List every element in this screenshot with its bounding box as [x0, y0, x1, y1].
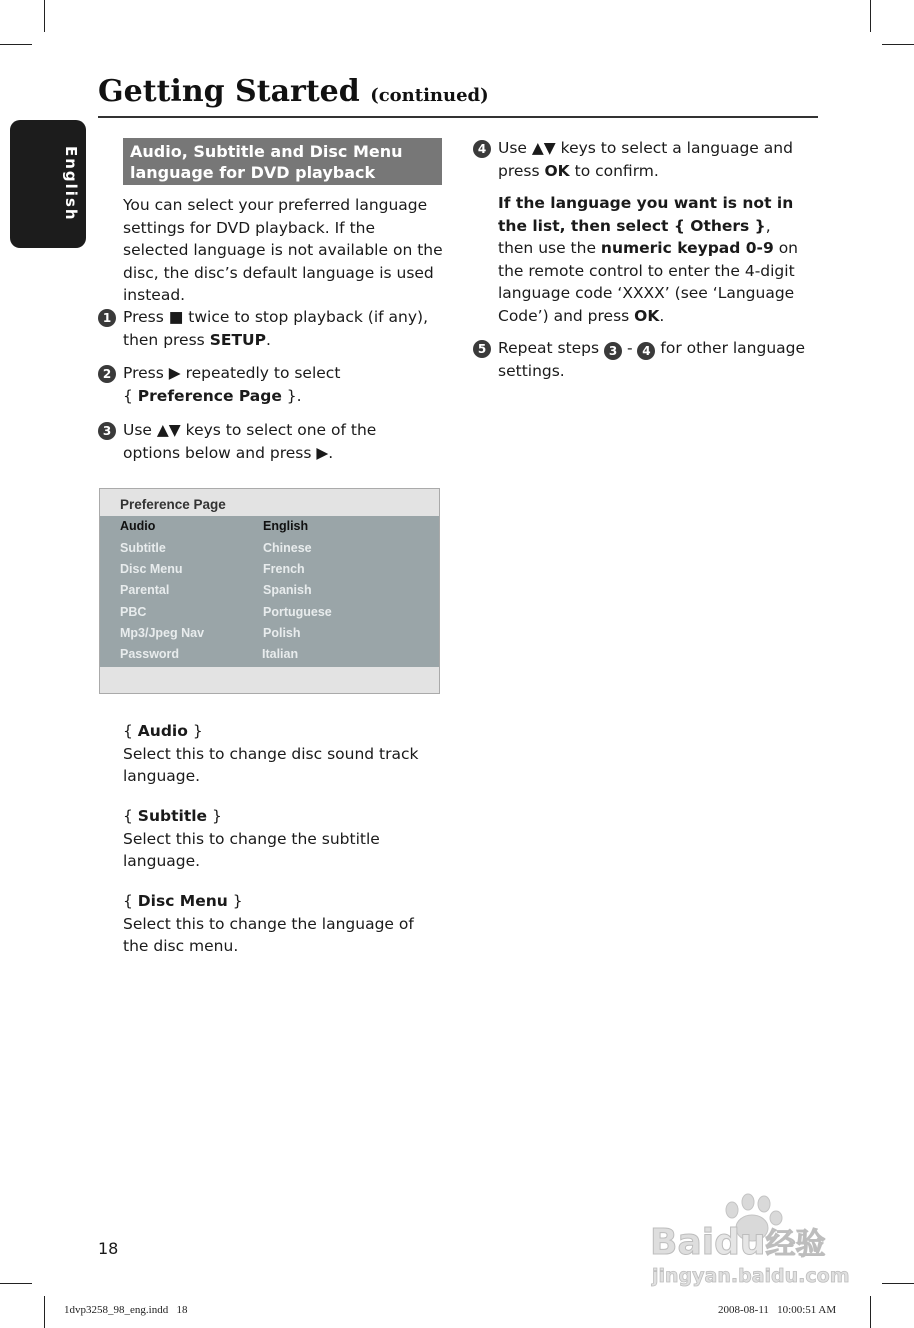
footer-file: 1dvp3258_98_eng.indd 18 [64, 1304, 188, 1316]
step-2 [102, 362, 443, 407]
step-text: - [622, 339, 638, 357]
step-text: Press ▶ repeatedly to select [123, 364, 341, 382]
crop-mark [0, 44, 32, 45]
language-tab-label: English [62, 146, 80, 222]
step-text: Press ■ twice to stop playback (if any), then press [123, 308, 429, 349]
option-subtitle [123, 805, 443, 873]
step-5 [477, 337, 810, 383]
crop-mark [870, 0, 871, 32]
menu-option: PBC [120, 605, 147, 619]
menu-option: Parental [120, 583, 170, 597]
step-text: { [123, 386, 138, 405]
watermark-line1: Baidu经验 [650, 1222, 826, 1263]
option-name: Disc Menu [137, 892, 228, 910]
watermark-line2: jingyan.baidu.com [652, 1265, 850, 1287]
page-number: 18 [98, 1239, 119, 1258]
step-text-line2 [123, 385, 443, 408]
title-rule [98, 116, 818, 118]
option-description: Select this to change disc sound track language. [123, 744, 419, 785]
option-audio [123, 720, 443, 788]
step-ref: 4 [637, 342, 655, 360]
step-text: for other language settings. [498, 339, 806, 380]
menu-row-mp3-jpeg-nav[interactable] [120, 626, 430, 646]
page-title [98, 74, 489, 109]
step-text: }. [281, 386, 302, 405]
option-name: Audio [137, 722, 188, 740]
numeric-keypad-label: numeric keypad 0-9 [600, 239, 774, 257]
step-text: to confirm. [569, 161, 659, 180]
intro-paragraph: You can select your preferred language settings for DVD playback. If the selected language is not available on the disc, the disc’s default language is used instead. [123, 196, 443, 304]
menu-row-password[interactable] [120, 647, 430, 667]
step-ref: 3 [604, 342, 622, 360]
step-text: Use ▲▼ keys to select one of the options below and press ▶. [123, 421, 377, 462]
option-name: Subtitle [137, 807, 208, 825]
step-number: 1 [98, 309, 116, 327]
preference-page-label: Preference Page [137, 386, 282, 405]
menu-title: Preference Page [120, 497, 226, 512]
option-heading: { Disc Menu } [123, 892, 243, 910]
option-heading: { Audio } [123, 722, 203, 740]
setup-key-label: SETUP [209, 330, 266, 349]
language-tab [10, 120, 86, 248]
crop-mark [882, 1283, 914, 1284]
step-number: 4 [473, 140, 491, 158]
menu-value: Italian [262, 647, 299, 661]
page-title-text: Getting Started [98, 74, 360, 109]
menu-row-subtitle[interactable] [120, 541, 430, 561]
menu-option: Mp3/Jpeg Nav [120, 626, 205, 640]
note-text: , then use the [498, 216, 771, 257]
step-text: Use ▲▼ keys to select a language and press [498, 139, 793, 180]
menu-value: Spanish [263, 583, 312, 597]
crop-mark [44, 1296, 45, 1328]
step-number: 2 [98, 365, 116, 383]
crop-mark [882, 44, 914, 45]
option-heading: { Subtitle } [123, 807, 222, 825]
option-description: Select this to change the subtitle language. [123, 829, 380, 870]
menu-value: English [263, 519, 309, 533]
menu-row-parental[interactable] [120, 583, 430, 603]
step-3 [102, 419, 413, 464]
ok-key-label: OK [544, 161, 570, 180]
menu-option: Disc Menu [120, 562, 183, 576]
menu-body [100, 516, 439, 667]
step-number: 3 [98, 422, 116, 440]
menu-option: Password [120, 647, 180, 661]
crop-mark [44, 0, 45, 32]
section-heading-line1: Audio, Subtitle and Disc Menu [130, 142, 403, 161]
page-title-suffix: (continued) [370, 85, 489, 106]
step-text: . [265, 330, 271, 349]
menu-value: French [263, 562, 305, 576]
footer-timestamp: 2008-08-11 10:00:51 AM [718, 1304, 837, 1316]
note-text: on the remote control to enter the 4-digit language code ‘XXXX’ (see ‘Language Code’) and press [498, 239, 798, 325]
others-note [498, 192, 808, 327]
menu-option: Audio [120, 519, 156, 533]
section-heading [123, 138, 442, 185]
ok-key-label: OK [634, 306, 660, 325]
step-number: 5 [473, 340, 491, 358]
crop-mark [0, 1283, 32, 1284]
step-4 [477, 137, 808, 182]
note-bold: If the language you want is not in the list, then select { Others } [498, 194, 794, 235]
baidu-watermark-logo [648, 1190, 860, 1290]
crop-mark [870, 1296, 871, 1328]
step-text: Repeat steps [498, 339, 605, 357]
menu-row-disc-menu[interactable] [120, 562, 430, 582]
menu-value: Polish [263, 626, 301, 640]
section-heading-line2: language for DVD playback [130, 163, 376, 182]
option-description: Select this to change the language of the disc menu. [123, 914, 414, 955]
step-1 [102, 306, 443, 351]
menu-option: Subtitle [120, 541, 166, 555]
menu-value: Chinese [263, 541, 312, 555]
menu-value: Portuguese [263, 605, 332, 619]
note-text: . [659, 306, 665, 325]
menu-row-pbc[interactable] [120, 605, 430, 625]
menu-row-audio[interactable] [120, 519, 430, 539]
preference-page-menu [99, 488, 440, 694]
option-disc-menu [123, 890, 443, 958]
